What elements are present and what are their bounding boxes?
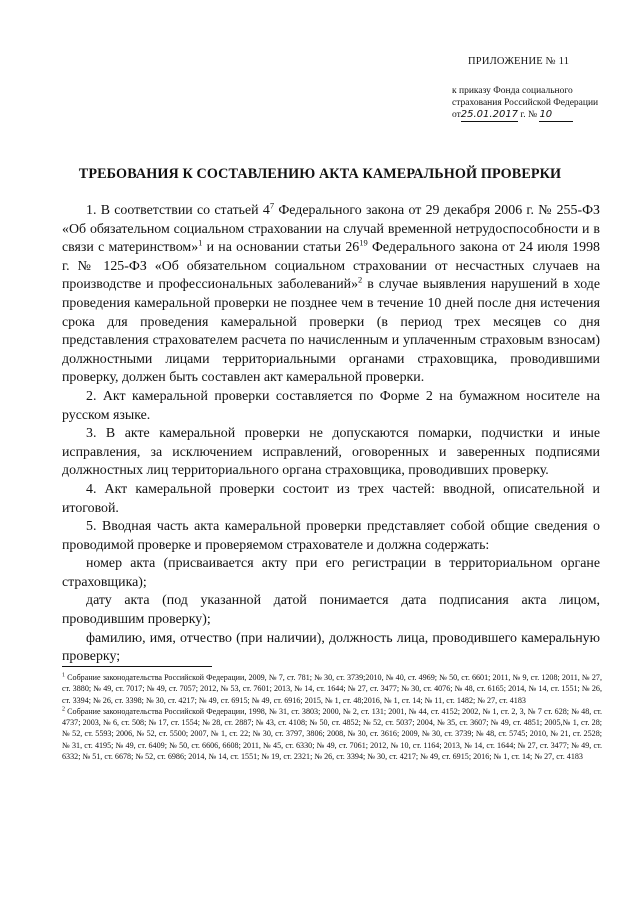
paragraph-1-part-d: Федерального закона от 24 июля 1998 г. № 125-ФЗ «Об обязательном социальном страховании от несчастных случаев на производстве и профессиональных заболеваний» <box>62 240 600 293</box>
annex-label: ПРИЛОЖЕНИЕ № 11 <box>468 56 570 67</box>
paragraph-4: 4. Акт камеральной проверки состоит из трех частей: вводной, описательной и итоговой. <box>62 481 600 516</box>
footnote-2 <box>62 706 602 762</box>
footnote-ref-1: 1 <box>198 237 203 248</box>
paragraph-2: 2. Акт камеральной проверки составляется по Форме 2 на бумажном носителе на русском языке. <box>62 388 600 423</box>
order-number: 10 <box>539 109 573 122</box>
superscript-article-4: 7 <box>269 200 275 211</box>
order-line-1: к приказу Фонда социального <box>452 86 573 96</box>
order-reference <box>452 86 602 122</box>
footnote-1-text: Собрание законодательства Российской Федерации, 2009, № 7, ст. 781; № 30, ст. 3739;2010, № 40, ст. 4969; № 50, ст. 6601; 2011, № 9, ст. 1208; 2011, № 27, ст. 3880; № 49, ст. 7017; № 49, ст. 7057; 2012, № 53, ст. 7601; 2013, № 14, ст. 1644; № 27, ст. 3477; № 30, ст. 4076; № 48, ст. 6165; 2014, № 14, ст. 1551; № 26, ст. 3394; № 26, ст. 3398; № 30, ст. 4217; № 49, ст. 6915; № 49, ст. 6916; 2015, № 1, ст. 48;2016, № 1, ст. 14; № 11, ст. 1482; № 27, ст. 4183 <box>62 673 602 705</box>
paragraph-1-part-a: 1. В соответствии со статьей 4 <box>86 203 270 218</box>
paragraph-1-part-e: в случае выявления нарушений в ходе проведения камеральной проверки не позднее чем в течение 10 дней после дня истечения срока для проведения камеральной проверки (в период трех месяцев со дня представления страхователем расчета по начисленным и уплаченным страховым взносам) должностными лицами территориальными органами страховщика, проводившими проверку, должен быть составлен акт камеральной проверки. <box>62 277 600 386</box>
list-item-act-date: дату акта (под указанной датой понимается дата подписания акта лицом, проводившим проверку); <box>62 593 600 628</box>
order-number-label: г. № <box>520 110 538 120</box>
document-title: ТРЕБОВАНИЯ К СОСТАВЛЕНИЮ АКТА КАМЕРАЛЬНОЙ ПРОВЕРКИ <box>78 166 562 182</box>
order-line-2: страхования Российской Федерации <box>452 97 599 108</box>
paragraph-5: 5. Вводная часть акта камеральной проверки представляет собой общие сведения о проводимой проверке и проверяемом страхователе и должна содержать: <box>62 519 600 553</box>
document-body <box>62 202 600 667</box>
footnote-1-mark: 1 <box>62 672 65 679</box>
paragraph-1-part-c: и на основании статьи 26 <box>202 240 360 256</box>
footnote-1 <box>62 672 602 706</box>
list-item-inspector-name: фамилию, имя, отчество (при наличии), должность лица, проводившего камеральную проверку; <box>62 630 600 665</box>
footnote-divider <box>62 666 212 667</box>
paragraph-3: 3. В акте камеральной проверки не допускаются помарки, подчистки и иные исправления, за исключением исправлений, оговоренных и заверенных подписями должностных лиц территориального органа страховщика, проводивших проверку. <box>62 426 600 479</box>
footnote-ref-2: 2 <box>358 274 363 285</box>
order-date-line <box>452 109 602 122</box>
footnotes <box>62 672 602 762</box>
list-item-act-number: номер акта (присваивается акту при его регистрации в территориальном органе страховщика); <box>62 556 600 590</box>
superscript-article-26: 19 <box>359 237 368 248</box>
order-from: от <box>452 110 461 120</box>
order-date: 25.01.2017 <box>460 109 519 120</box>
footnote-2-text: Собрание законодательства Российской Федерации, 1998, № 31, ст. 3803; 2000, № 2, ст. 131; 2001, № 44, ст. 4152; 2002, № 1, ст. 2, 3, № 7 ст. 628; № 48, ст. 4737; 2003, № 6, ст. 508; № 17, ст. 1554; № 28, ст. 2887; № 43, ст. 4108; № 50, ст. 4852; № 52, ст. 5037; 2004, № 35, ст. 3607; № 49, ст. 4851; 2005,№ 1, ст. 28; № 52, ст. 5593; 2006, № 52, ст. 5500; 2007, № 1, ст. 22; № 30, ст. 3797, 3806; 2008, № 30, ст. 3616; 2009, № 30, ст. 3739; № 48, ст. 5745; 2010, № 21, ст. 2528; № 31, ст. 4195; № 49, ст. 6409; № 50, ст. 6606, 6608; 2011, № 45, ст. 6330; № 49, ст. 7061; 2012, № 10, ст. 1164; 2013, № 14, ст. 1644; № 27, ст. 3477; № 49, ст. 6332; № 51, ст. 6678; № 52, ст. 6986; 2014, № 14, ст. 1551; № 19, ст. 2321; № 26, ст. 3394; № 30, ст. 4217; № 49, ст. 6915; 2016; № 1, ст. 14; № 27, ст. 4183 <box>62 706 602 762</box>
paragraph-1-part-b: Федерального закона от 29 декабря 2006 г. № 255-ФЗ «Об обязательном социальном страховании на случай временной нетрудоспособности и в связи с материнством» <box>62 203 601 256</box>
paragraph-1 <box>62 202 600 388</box>
footnote-2-mark: 2 <box>62 706 65 713</box>
